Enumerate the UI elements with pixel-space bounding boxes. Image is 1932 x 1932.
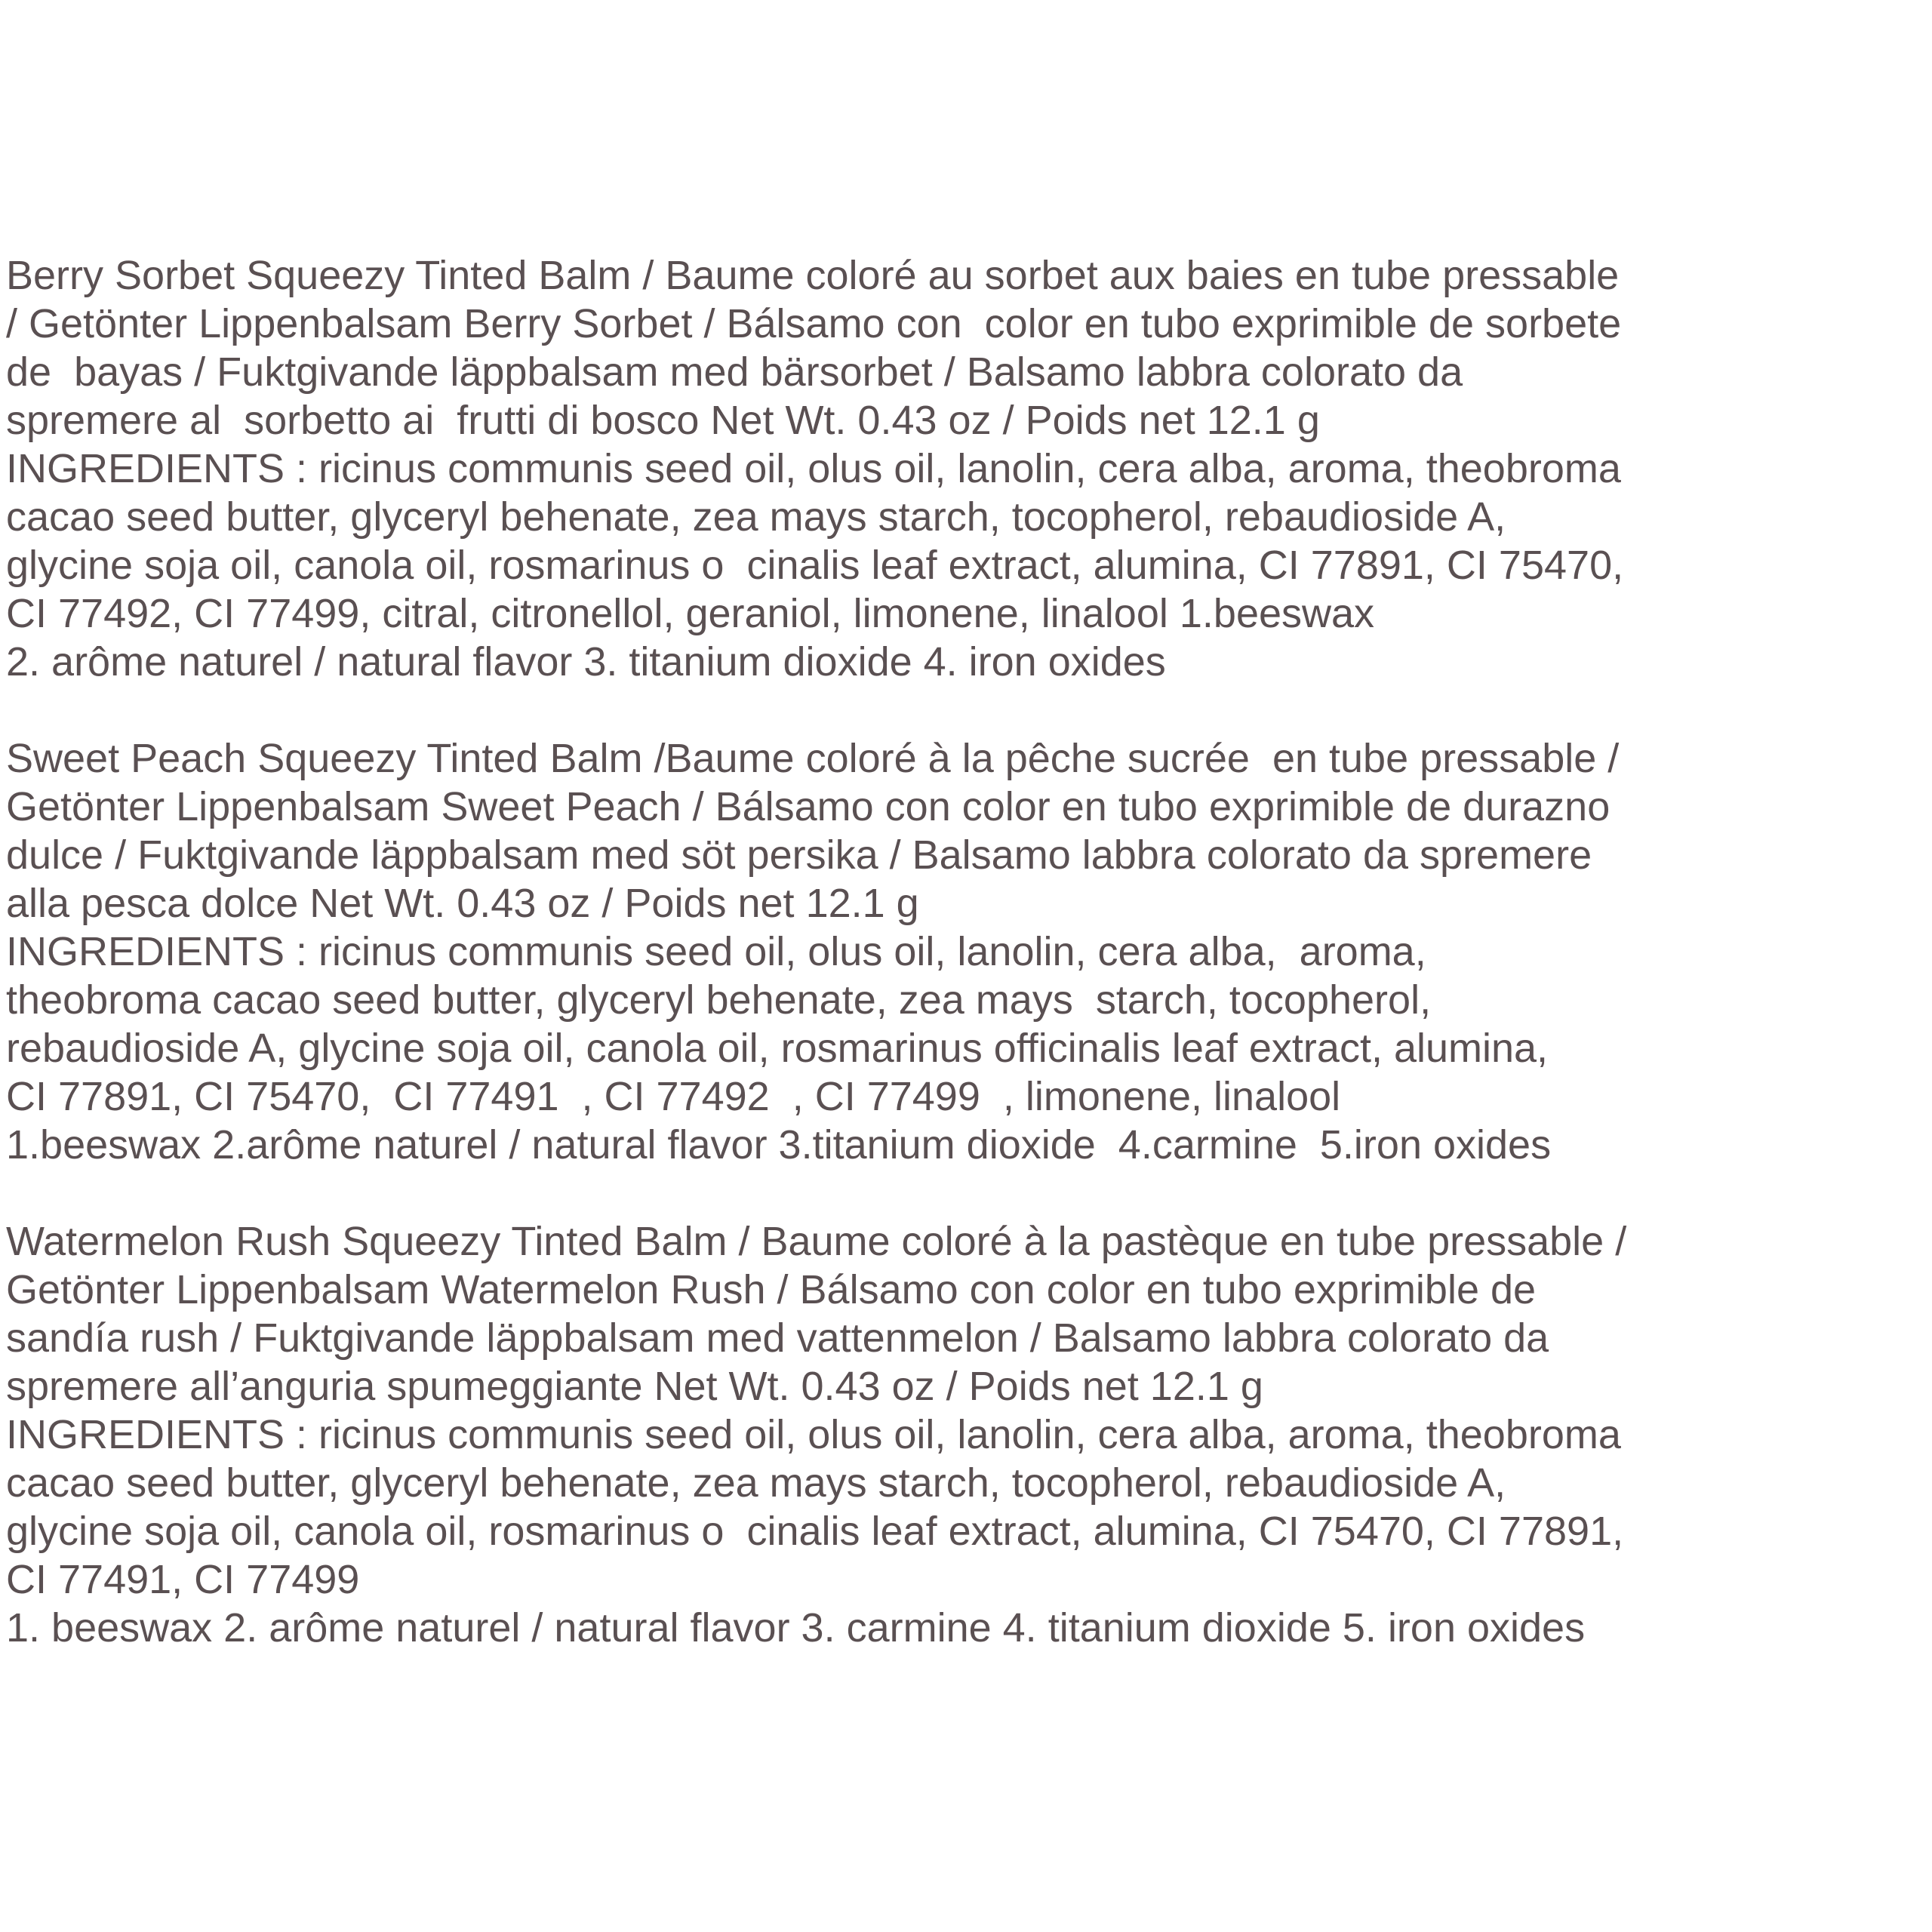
watermelon-rush-ingredients-line-4: CI 77491, CI 77499 bbox=[6, 1557, 360, 1602]
sweet-peach-footnotes: 1.beeswax 2.arôme naturel / natural flavor 3.titanium dioxide 4.carmine 5.iron oxides bbox=[6, 1122, 1552, 1168]
berry-sorbet-line-1: Berry Sorbet Squeezy Tinted Balm / Baume coloré au sorbet aux baies en tube pressable bbox=[6, 253, 1620, 298]
watermelon-rush-line-1: Watermelon Rush Squeezy Tinted Balm / Baume coloré à la pastèque en tube pressable / bbox=[6, 1219, 1627, 1264]
watermelon-rush-footnotes: 1. beeswax 2. arôme naturel / natural flavor 3. carmine 4. titanium dioxide 5. iron oxides bbox=[6, 1605, 1586, 1651]
watermelon-rush-line-2: Getönter Lippenbalsam Watermelon Rush / Bálsamo con color en tubo exprimible de bbox=[6, 1267, 1537, 1312]
watermelon-rush-ingredients-line-3: glycine soja oil, canola oil, rosmarinus o cinalis leaf extract, alumina, CI 75470, CI 77891, bbox=[6, 1509, 1624, 1554]
berry-sorbet-ingredients-line-2: cacao seed butter, glyceryl behenate, zea mays starch, tocopherol, rebaudioside A, bbox=[6, 494, 1506, 540]
sweet-peach-line-4: alla pesca dolce Net Wt. 0.43 oz / Poids net 12.1 g bbox=[6, 881, 919, 926]
berry-sorbet-ingredients-line-1: INGREDIENTS : ricinus communis seed oil, olus oil, lanolin, cera alba, aroma, theobroma bbox=[6, 446, 1621, 491]
sweet-peach-ingredients-line-1: INGREDIENTS : ricinus communis seed oil, olus oil, lanolin, cera alba, aroma, bbox=[6, 929, 1426, 974]
watermelon-rush-ingredients-line-1: INGREDIENTS : ricinus communis seed oil, olus oil, lanolin, cera alba, aroma, theobroma bbox=[6, 1412, 1621, 1457]
sweet-peach-ingredients-line-2: theobroma cacao seed butter, glyceryl behenate, zea mays starch, tocopherol, bbox=[6, 977, 1432, 1023]
sweet-peach-line-2: Getönter Lippenbalsam Sweet Peach / Bálsamo con color en tubo exprimible de durazno bbox=[6, 784, 1611, 829]
sweet-peach-ingredients-line-4: CI 77891, CI 75470, CI 77491 , CI 77492 , CI 77499 , limonene, linalool bbox=[6, 1074, 1341, 1119]
sweet-peach-ingredients-line-3: rebaudioside A, glycine soja oil, canola oil, rosmarinus officinalis leaf extract, alumina, bbox=[6, 1026, 1549, 1071]
watermelon-rush-ingredients-line-2: cacao seed butter, glyceryl behenate, zea mays starch, tocopherol, rebaudioside A, bbox=[6, 1460, 1506, 1506]
berry-sorbet-line-2: / Getönter Lippenbalsam Berry Sorbet / Bálsamo con color en tubo exprimible de sorbete bbox=[6, 301, 1622, 346]
berry-sorbet-footnotes: 2. arôme naturel / natural flavor 3. titanium dioxide 4. iron oxides bbox=[6, 639, 1166, 685]
berry-sorbet-ingredients-line-3: glycine soja oil, canola oil, rosmarinus o cinalis leaf extract, alumina, CI 77891, CI 75470, bbox=[6, 543, 1624, 588]
watermelon-rush-line-4: spremere all’anguria spumeggiante Net Wt. 0.43 oz / Poids net 12.1 g bbox=[6, 1364, 1263, 1409]
watermelon-rush-line-3: sandía rush / Fuktgivande läppbalsam med vattenmelon / Balsamo labbra colorato da bbox=[6, 1315, 1549, 1361]
berry-sorbet-ingredients-line-4: CI 77492, CI 77499, citral, citronellol, geraniol, limonene, linalool 1.beeswax bbox=[6, 591, 1375, 636]
berry-sorbet-line-4: spremere al sorbetto ai frutti di bosco Net Wt. 0.43 oz / Poids net 12.1 g bbox=[6, 398, 1320, 443]
berry-sorbet-line-3: de bayas / Fuktgivande läppbalsam med bärsorbet / Balsamo labbra colorato da bbox=[6, 349, 1463, 395]
sweet-peach-line-3: dulce / Fuktgivande läppbalsam med söt persika / Balsamo labbra colorato da spremere bbox=[6, 832, 1592, 878]
sweet-peach-line-1: Sweet Peach Squeezy Tinted Balm /Baume coloré à la pêche sucrée en tube pressable / bbox=[6, 736, 1620, 781]
